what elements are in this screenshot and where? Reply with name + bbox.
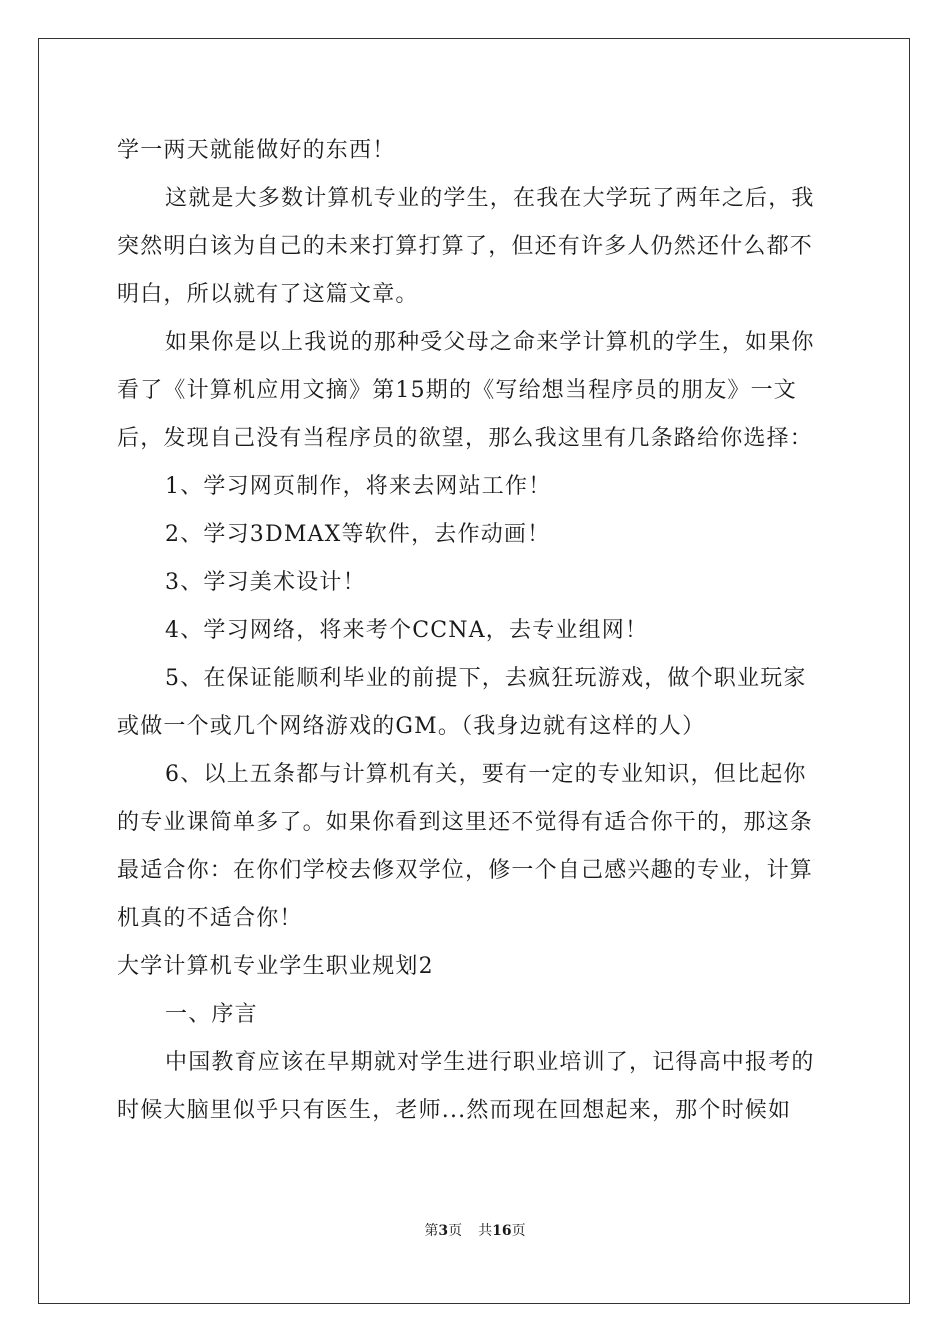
text-line-6: 看了《计算机应用文摘》第15期的《写给想当程序员的朋友》一文 [117,378,797,403]
list-item-6: 6、以上五条都与计算机有关，要有一定的专业知识，但比起你 [165,762,807,787]
text-line-1: 学一两天就能做好的东西！ [117,138,396,163]
page-total: 16 [492,1223,512,1239]
total-prefix: 共 [478,1223,493,1239]
text-line-20: 中国教育应该在早期就对学生进行职业培训了，记得高中报考的 [165,1050,815,1075]
list-item-1: 1、学习网页制作，将来去网站工作！ [165,474,552,499]
list-item-5-cont: 或做一个或几个网络游戏的GM。（我身边就有这样的人） [117,714,706,739]
list-item-2: 2、学习3DMAX等软件，去作动画！ [165,522,551,547]
total-suffix: 页 [511,1223,526,1239]
text-line-21: 时候大脑里似乎只有医生，老师...然而现在回想起来，那个时候如 [117,1098,792,1123]
list-item-3: 3、学习美术设计！ [165,570,366,595]
document-body [117,127,833,1135]
page-footer [0,1220,950,1240]
page-current: 3 [438,1223,449,1239]
page-prefix: 第 [424,1223,439,1239]
text-line-5: 如果你是以上我说的那种受父母之命来学计算机的学生，如果你 [165,330,815,355]
list-item-6-cont-2: 最适合你：在你们学校去修双学位，修一个自己感兴趣的专业，计算 [117,858,814,883]
page-suffix: 页 [448,1223,463,1239]
list-item-5: 5、在保证能顺利毕业的前提下，去疯狂玩游戏，做个职业玩家 [165,666,807,691]
text-line-4: 明白，所以就有了这篇文章。 [117,282,419,307]
list-item-6-cont-1: 的专业课简单多了。如果你看到这里还不觉得有适合你干的，那这条 [117,810,814,835]
subsection-heading: 一、序言 [165,1002,258,1027]
text-line-7: 后，发现自己没有当程序员的欲望，那么我这里有几条路给你选择： [117,426,814,451]
list-item-6-cont-3: 机真的不适合你！ [117,906,303,931]
text-line-2: 这就是大多数计算机专业的学生，在我在大学玩了两年之后，我 [165,186,815,211]
text-line-3: 突然明白该为自己的未来打算打算了，但还有许多人仍然还什么都不 [117,234,814,259]
list-item-4: 4、学习网络，将来考个CCNA，去专业组网！ [165,618,649,643]
section-heading: 大学计算机专业学生职业规划2 [117,954,434,979]
